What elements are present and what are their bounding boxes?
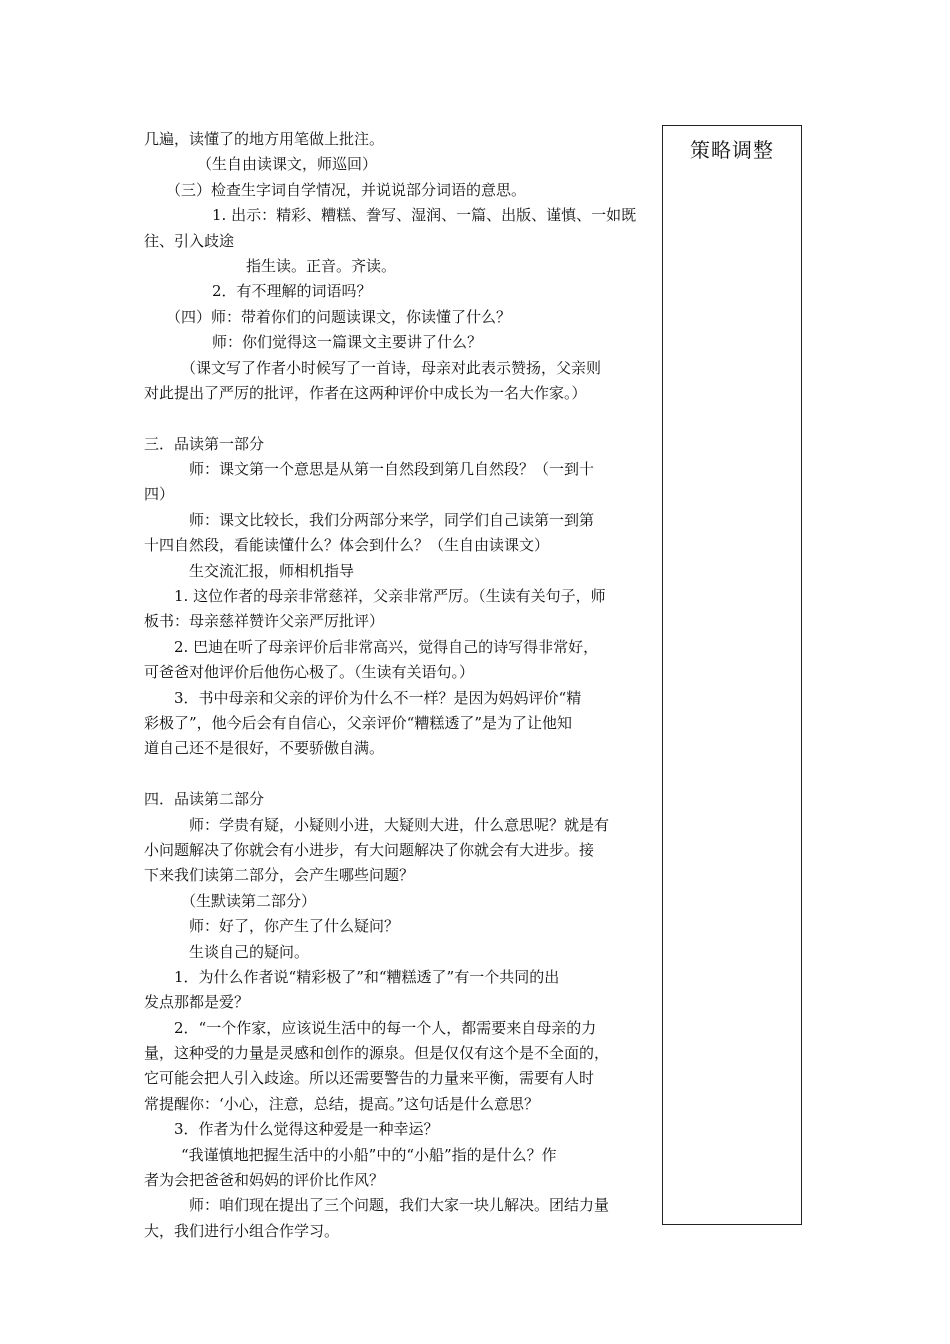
text-line: 板书：母亲慈祥赞许父亲严厉批评） <box>144 612 385 631</box>
text-line: 师：好了，你产生了什么疑问？ <box>189 917 400 936</box>
text-line: 十四自然段，看能读懂什么？体会到什么？（生自由读课文） <box>144 536 550 555</box>
section-heading: 三．品读第一部分 <box>144 434 265 453</box>
text-line: 小问题解决了你就会有小进步，有大问题解决了你就会有大进步。接 <box>144 840 595 859</box>
text-line: 2．“一个作家，应该说生活中的每一个人，都需要来自母亲的力 <box>174 1018 597 1037</box>
text-line: 指生读。正音。齐读。 <box>246 256 397 275</box>
text-line: （四）师：带着你们的问题读课文，你读懂了什么？ <box>166 307 512 326</box>
text-line: 几遍，读懂了的地方用笔做上批注。 <box>144 130 385 148</box>
blank-line <box>144 406 644 431</box>
text-line: 量，这种受的力量是灵感和创作的源泉。但是仅仅有这个是不全面的， <box>144 1044 610 1063</box>
text-line: 师：课文比较长，我们分两部分来学，同学们自己读第一到第 <box>189 510 595 529</box>
text-line: 3．书中母亲和父亲的评价为什么不一样？是因为妈妈评价“精 <box>174 688 582 707</box>
text-line: 彩极了”，他今后会有自信心，父亲评价“糟糕透了”是为了让他知 <box>144 713 573 732</box>
text-line: 发点那都是爱？ <box>144 993 250 1012</box>
text-line: （三）检查生字词自学情况，并说说部分词语的意思。 <box>166 180 527 199</box>
text-line: 它可能会把人引入歧途。所以还需要警告的力量来平衡，需要有人时 <box>144 1069 595 1088</box>
text-line: 师：课文第一个意思是从第一自然段到第几自然段？（一到十 <box>189 460 595 479</box>
lesson-body <box>144 127 644 1244</box>
text-line: 常提醒你：‘小心，注意，总结，提高。”这句话是什么意思？ <box>144 1094 539 1113</box>
text-line: 生谈自己的疑问。 <box>189 942 310 961</box>
text-line: 1．为什么作者说“精彩极了”和“糟糕透了”有一个共同的出 <box>174 967 560 986</box>
strategy-adjustment-heading: 策略调整 <box>690 138 774 162</box>
text-line: （生自由读课文，师巡回） <box>197 155 378 174</box>
text-line: 3．作者为什么觉得这种爱是一种幸运？ <box>174 1120 439 1139</box>
text-line: 2．有不理解的词语吗？ <box>212 282 372 301</box>
section-heading: 四．品读第二部分 <box>144 790 265 809</box>
text-line: 师：学贵有疑，小疑则小进，大疑则大进，什么意思呢？就是有 <box>189 815 610 834</box>
text-line: 往、引入歧途 <box>144 231 235 250</box>
strategy-adjustment-column <box>662 125 802 1225</box>
text-line: （生默读第二部分） <box>181 891 317 910</box>
text-line: 四） <box>144 485 175 504</box>
blank-line <box>144 762 644 787</box>
text-line: 生交流汇报，师相机指导 <box>189 561 355 580</box>
text-line: 1. 出示：精彩、糟糕、誊写、湿润、一篇、出版、谨慎、一如既 <box>212 206 637 225</box>
text-line: 可爸爸对他评价后他伤心极了。（生读有关语句。） <box>144 663 475 682</box>
text-line: 大，我们进行小组合作学习。 <box>144 1221 340 1240</box>
text-line: 道自己还不是很好，不要骄傲自满。 <box>144 739 385 758</box>
text-line: 师：你们觉得这一篇课文主要讲了什么？ <box>212 333 483 352</box>
text-line: 者为会把爸爸和妈妈的评价比作风？ <box>144 1171 385 1190</box>
text-line: （课文写了作者小时候写了一首诗，母亲对此表示赞扬，父亲则 <box>181 358 602 377</box>
text-line: 下来我们读第二部分，会产生哪些问题？ <box>144 866 415 885</box>
text-line: 对此提出了严厉的批评，作者在这两种评价中成长为一名大作家。） <box>144 383 587 402</box>
text-line: 师：咱们现在提出了三个问题，我们大家一块儿解决。团结力量 <box>189 1196 610 1215</box>
text-line: “我谨慎地把握生活中的小船”中的“小船”指的是什么？作 <box>181 1145 557 1164</box>
text-line: 2. 巴迪在听了母亲评价后非常高兴，觉得自己的诗写得非常好， <box>174 637 599 656</box>
text-line: 1. 这位作者的母亲非常慈祥，父亲非常严厉。（生读有关句子，师 <box>174 587 606 606</box>
